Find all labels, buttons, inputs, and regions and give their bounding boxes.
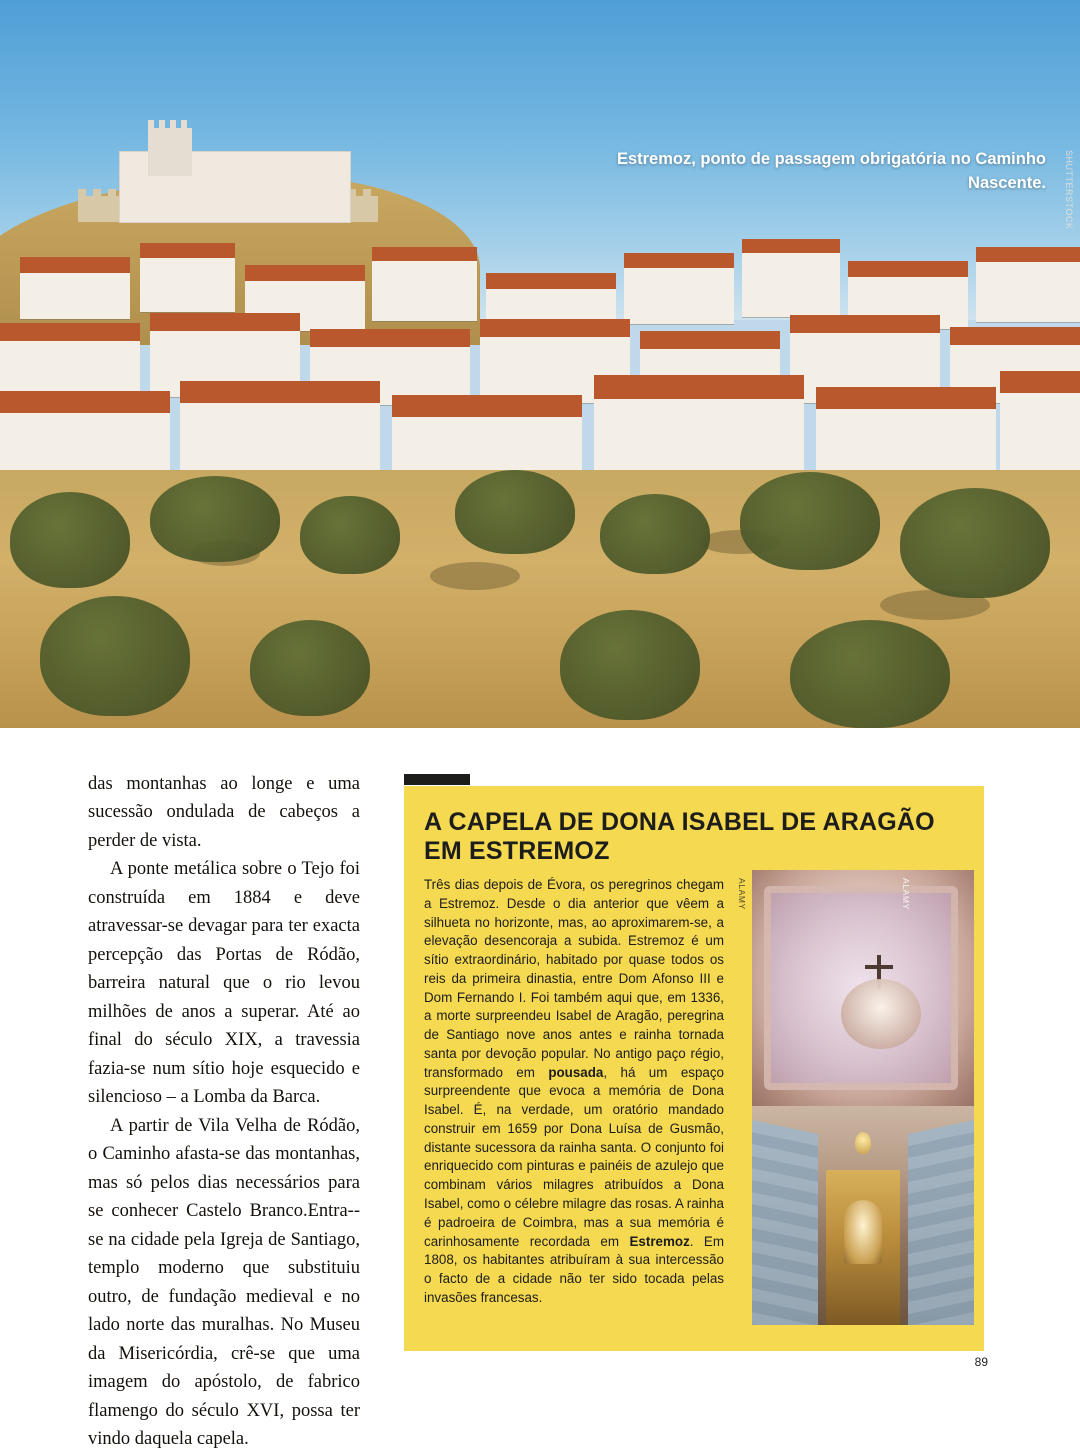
sidebar-body-part-2: , há um espaço surpreendente que evoca a memória de Dona Isabel. É, na verdade, um oratório mandado construir em 1659 por Dona Luísa de Gusmão, distante sucessora da rainha santa. O conjunto foi enriquecido com pinturas e painéis de azulejo que combinam vários milagres atribuídos a Dona Isabel, como o célebre milagre das rosas. A rainha é padroeira de Coimbra, mas a sua memória é carinhosamente recordada em: [424, 1064, 724, 1249]
sidebar-body-text: [424, 876, 724, 1308]
gilded-altar: [826, 1170, 900, 1325]
hanging-lamp-icon: [855, 1132, 871, 1154]
sidebar-rule: [404, 774, 470, 785]
chapel-photo-credit-right: ALAMY: [901, 878, 911, 910]
chapel-photo: [752, 870, 974, 1325]
chapel-photo-credit-left: ALAMY: [737, 878, 747, 910]
hero-photo-credit: SHUTTERSTOCK: [1064, 150, 1074, 230]
sidebar-bold-pousada: pousada: [548, 1064, 604, 1080]
left-text-column: [88, 770, 360, 1454]
azulejo-wall-right: [908, 1120, 974, 1325]
castle-keep: [148, 128, 192, 176]
fresco-figure: [841, 979, 921, 1049]
paragraph-2: A ponte metálica sobre o Tejo foi construída em 1884 e deve atravessar-se devagar para ter exacta percepção das Portas de Ródão, barreira natural que o rio levou milhões de anos a superar. Até ao final do século XIX, a travessia fazia-se num sítio hoje esquecido e silencioso – a Lomba da Barca.: [88, 859, 360, 1108]
hero-caption: Estremoz, ponto de passagem obrigatória no Caminho Nascente.: [616, 150, 1046, 192]
sidebar-body-part-3: . Em 1808, os habitantes atribuíram à sua intercessão o facto de a cidade não ter sido tocada pelas invasões francesas.: [424, 1233, 725, 1305]
azulejo-wall-left: [752, 1120, 818, 1325]
article-body: [0, 728, 1080, 1450]
paragraph-3: A partir de Vila Velha de Ródão, o Caminho afasta-se das montanhas, mas só pelos dias necessários para se conhecer Castelo Branco.Entra--se na cidade pela Igreja de Santiago, templo moderno que substituiu outro, de fundação medieval e no lado norte das muralhas. No Museu da Misericórdia, crê-se que uma imagem do apóstolo, de fabrico flamengo do século XVI, possa ter vindo daquela capela.: [88, 1115, 360, 1450]
townscape: [0, 195, 1080, 495]
vault-fresco-frame: [764, 886, 958, 1090]
paragraph-1: das montanhas ao longe e uma sucessão ondulada de cabeços a perder de vista.: [88, 774, 360, 851]
sidebar-bold-estremoz: Estremoz: [629, 1233, 690, 1249]
chapel-vault: [752, 870, 974, 1114]
sidebar-body-part-1: Três dias depois de Évora, os peregrinos chegam a Estremoz. Desde o dia anterior que vêem a silhueta no horizonte, mas, ao aproximarem-se, a elevação desencoraja a subida. Estremoz é um sítio extraordinário, habitado por quase todos os reis da primeira dinastia, entre Dom Afonso III e Dom Fernando I. Foi também aqui que, em 1336, a morte surpreendeu Isabel de Aragão, peregrina de Santiago nove anos antes e rainha tornada santa por devoção popular. No antigo paço régio, transformado em: [424, 877, 724, 1080]
sidebar-title: A CAPELA DE DONA ISABEL DE ARAGÃO EM ESTREMOZ: [424, 808, 935, 865]
foreground-field: [0, 470, 1080, 728]
altar-niche: [844, 1200, 882, 1264]
page-number: 89: [974, 1355, 988, 1369]
